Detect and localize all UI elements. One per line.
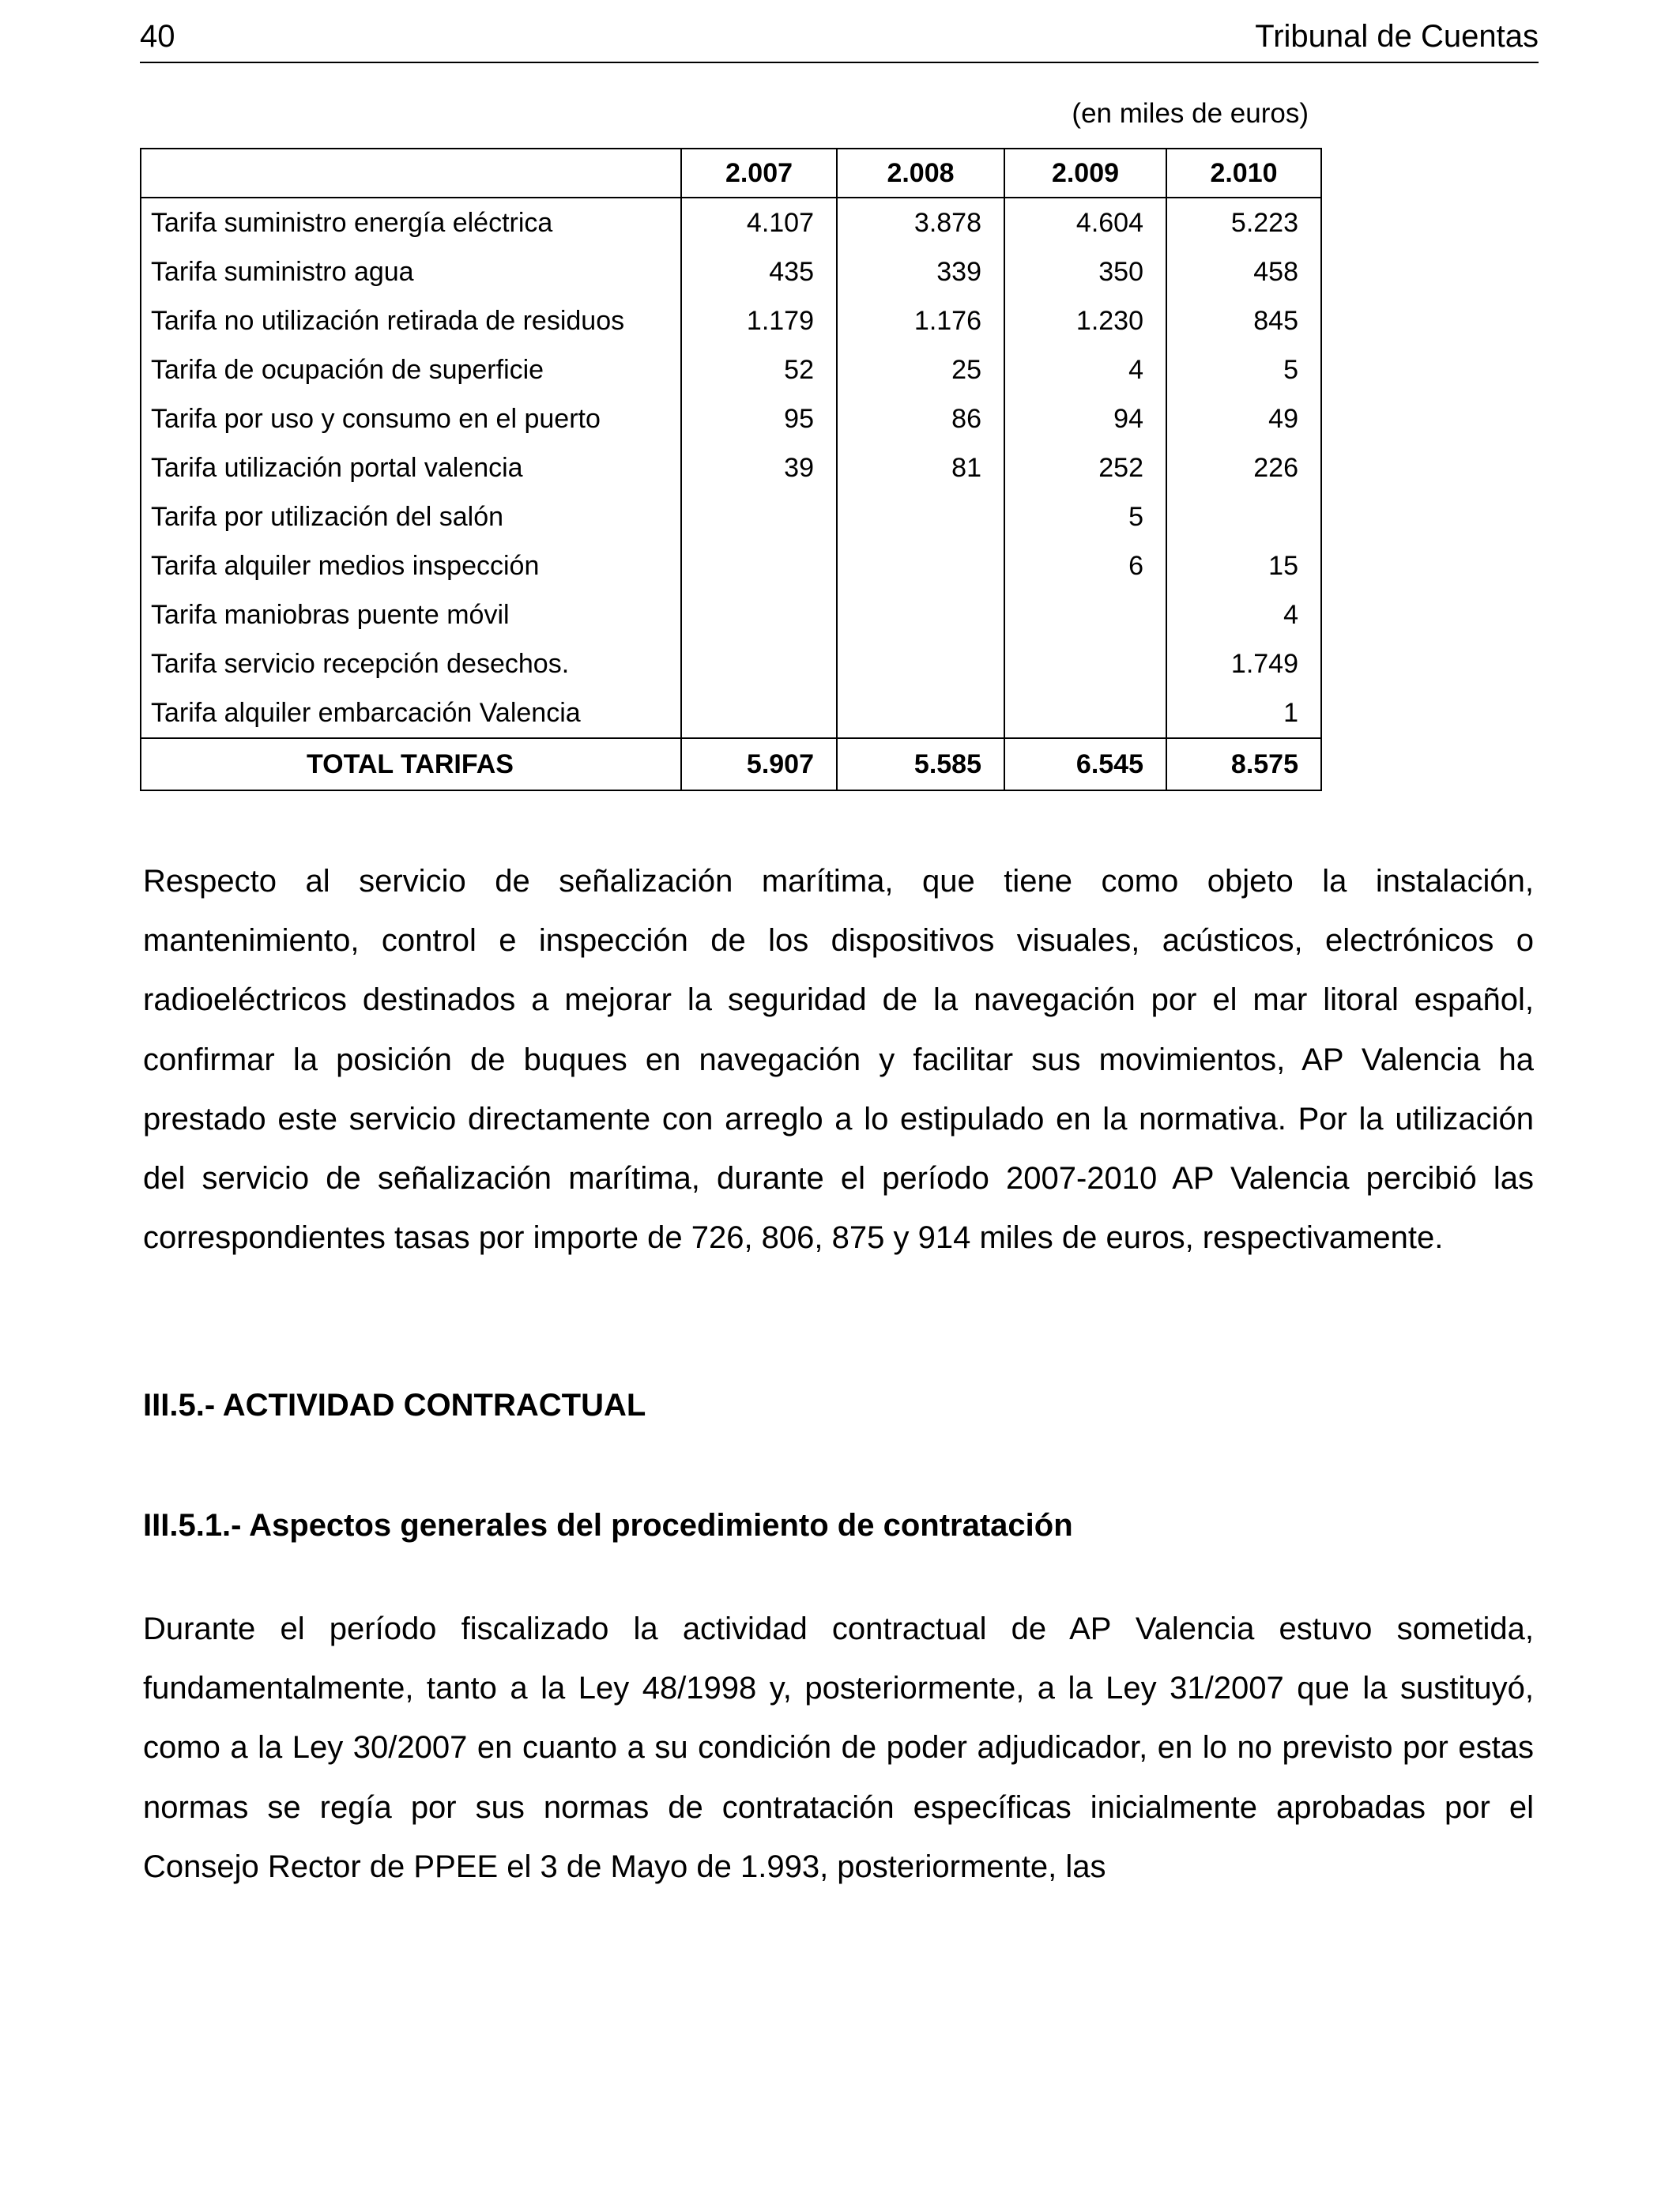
row-label: Tarifa suministro agua (141, 247, 681, 296)
table-row (141, 394, 1321, 443)
row-value: 350 (1004, 247, 1166, 296)
row-value: 39 (681, 443, 837, 492)
table-header-row (141, 149, 1321, 198)
row-value: 86 (837, 394, 1004, 443)
row-label: Tarifa de ocupación de superficie (141, 345, 681, 394)
row-value (837, 688, 1004, 738)
row-value: 95 (681, 394, 837, 443)
table-row (141, 443, 1321, 492)
row-value (1004, 688, 1166, 738)
total-value: 5.907 (681, 738, 837, 790)
column-header: 2.008 (837, 149, 1004, 198)
table-units-note: (en miles de euros) (1072, 98, 1309, 129)
row-value: 25 (837, 345, 1004, 394)
row-value: 3.878 (837, 198, 1004, 247)
page-header (140, 17, 1539, 63)
row-value: 52 (681, 345, 837, 394)
row-value (837, 492, 1004, 541)
row-value: 339 (837, 247, 1004, 296)
row-value: 15 (1166, 541, 1321, 590)
row-value: 458 (1166, 247, 1321, 296)
row-label: Tarifa no utilización retirada de residuos (141, 296, 681, 345)
header-blank-cell (141, 149, 681, 198)
row-value: 1.176 (837, 296, 1004, 345)
row-value: 49 (1166, 394, 1321, 443)
row-label: Tarifa maniobras puente móvil (141, 590, 681, 639)
row-value: 5 (1004, 492, 1166, 541)
row-value: 6 (1004, 541, 1166, 590)
row-value (837, 639, 1004, 688)
table-row (141, 688, 1321, 738)
table-row (141, 345, 1321, 394)
total-value: 5.585 (837, 738, 1004, 790)
row-value: 5 (1166, 345, 1321, 394)
row-value: 226 (1166, 443, 1321, 492)
column-header: 2.010 (1166, 149, 1321, 198)
row-value (1166, 492, 1321, 541)
header-organization: Tribunal de Cuentas (1255, 19, 1539, 54)
row-value (1004, 639, 1166, 688)
row-label: Tarifa servicio recepción desechos. (141, 639, 681, 688)
row-value: 4 (1004, 345, 1166, 394)
section-heading: III.5.- ACTIVIDAD CONTRACTUAL (143, 1388, 646, 1423)
row-label: Tarifa por utilización del salón (141, 492, 681, 541)
tarifas-table (140, 148, 1322, 791)
table-row (141, 296, 1321, 345)
table-row (141, 247, 1321, 296)
table-row (141, 590, 1321, 639)
row-value (681, 688, 837, 738)
total-row (141, 738, 1321, 790)
row-label: Tarifa alquiler medios inspección (141, 541, 681, 590)
row-value (681, 639, 837, 688)
total-value: 6.545 (1004, 738, 1166, 790)
row-label: Tarifa por uso y consumo en el puerto (141, 394, 681, 443)
row-value: 845 (1166, 296, 1321, 345)
row-value: 4.604 (1004, 198, 1166, 247)
row-value (681, 541, 837, 590)
row-value: 252 (1004, 443, 1166, 492)
subsection-heading: III.5.1.- Aspectos generales del procedimiento de contratación (143, 1508, 1073, 1543)
row-value (1004, 590, 1166, 639)
paragraph-senalizacion: Respecto al servicio de señalización marítima, que tiene como objeto la instalación, mantenimiento, control e inspección de los dispositivos visuales, acústicos, electrónicos o radioeléctricos destinados a mejorar la seguridad de la navegación por el mar litoral español, confirmar la posición de buques en navegación y facilitar sus movimientos, AP Valencia ha prestado este servicio directamente con arreglo a lo estipulado en la normativa. Por la utilización del servicio de señalización marítima, durante el período 2007-2010 AP Valencia percibió las correspondientes tasas por importe de 726, 806, 875 y 914 miles de euros, respectivamente. (143, 864, 1534, 1256)
paragraph-contratacion: Durante el período fiscalizado la actividad contractual de AP Valencia estuvo sometida, fundamentalmente, tanto a la Ley 48/1998 y, posteriormente, a la Ley 31/2007 que la sustituyó, como a la Ley 30/2007 en cuanto a su condición de poder adjudicador, en lo no previsto por estas normas se regía por sus normas de contratación específicas inicialmente aprobadas por el Consejo Rector de PPEE el 3 de Mayo de 1.993, posteriormente, las (143, 1612, 1534, 1884)
table-row (141, 541, 1321, 590)
row-value (837, 541, 1004, 590)
row-value: 4 (1166, 590, 1321, 639)
row-value (681, 590, 837, 639)
row-value: 5.223 (1166, 198, 1321, 247)
column-header: 2.009 (1004, 149, 1166, 198)
table-body (141, 198, 1321, 738)
total-value: 8.575 (1166, 738, 1321, 790)
page-number: 40 (140, 19, 175, 54)
row-value: 1 (1166, 688, 1321, 738)
row-value: 1.179 (681, 296, 837, 345)
row-value (837, 590, 1004, 639)
row-value: 81 (837, 443, 1004, 492)
table-row (141, 492, 1321, 541)
table-row (141, 198, 1321, 247)
row-value: 1.230 (1004, 296, 1166, 345)
column-header: 2.007 (681, 149, 837, 198)
table-row (141, 639, 1321, 688)
row-value: 1.749 (1166, 639, 1321, 688)
row-label: Tarifa suministro energía eléctrica (141, 198, 681, 247)
row-value: 4.107 (681, 198, 837, 247)
row-value: 435 (681, 247, 837, 296)
row-value: 94 (1004, 394, 1166, 443)
row-label: Tarifa alquiler embarcación Valencia (141, 688, 681, 738)
row-value (681, 492, 837, 541)
row-label: Tarifa utilización portal valencia (141, 443, 681, 492)
total-label: TOTAL TARIFAS (141, 738, 681, 790)
